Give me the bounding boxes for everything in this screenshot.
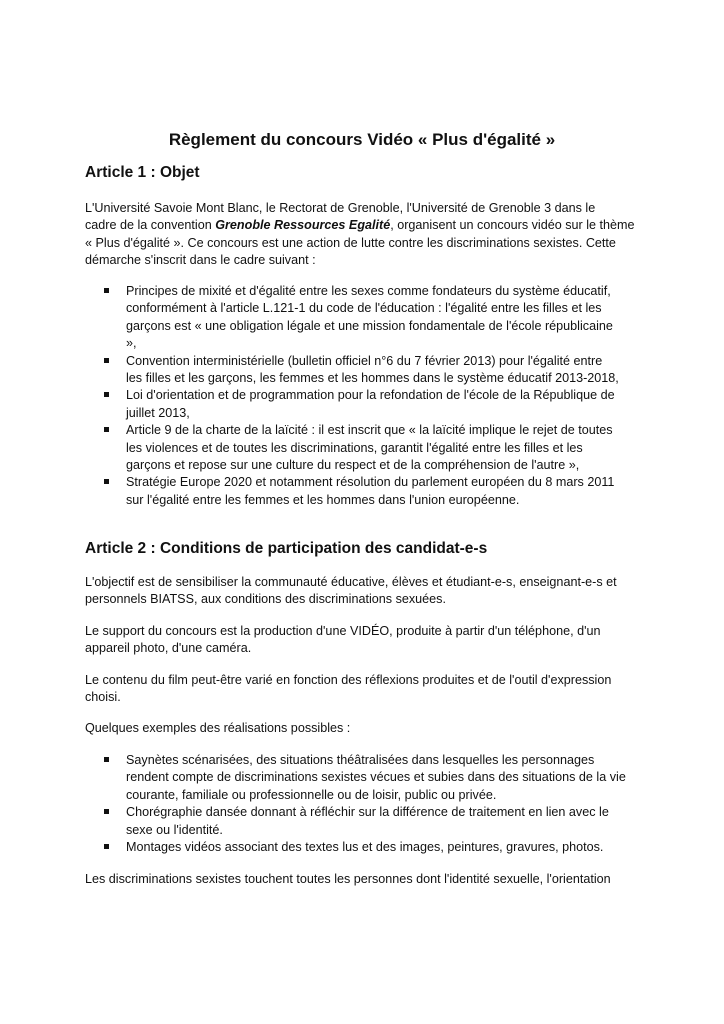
text-line: démarche s'inscrit dans le cadre suivant : — [85, 253, 316, 268]
article-1-heading: Article 1 : Objet — [85, 164, 200, 181]
article-2-paragraph: Le contenu du film peut-être varié en fonction des réflexions produites et de l'outil d'expression choisi. — [85, 673, 612, 705]
list-item: Saynètes scénarisées, des situations théâtralisées dans lesquelles les personnages rendent compte de discriminations sexistes vécues et subies dans des situations de la vie courante, familiale ou professionnelle ou de loisir, public ou privée. — [85, 752, 645, 804]
bullet-square-icon — [104, 288, 109, 293]
article-2-heading: Article 2 : Conditions de participation des candidat-e-s — [85, 540, 488, 557]
article-1-bullet-list — [85, 283, 645, 509]
bullet-square-icon — [104, 479, 109, 484]
article-2-paragraph: L'objectif est de sensibiliser la communauté éducative, élèves et étudiant-e-s, enseignant-e-s et personnels BIATSS, aux conditions des discriminations sexuées. — [85, 575, 617, 607]
document-title: Règlement du concours Vidéo « Plus d'égalité » — [168, 130, 556, 149]
bullet-square-icon — [104, 844, 109, 849]
text-line: L'Université Savoie Mont Blanc, le Rectorat de Grenoble, l'Université de Grenoble 3 dans le — [85, 201, 596, 215]
article-2-bullet-list — [85, 752, 645, 856]
bullet-square-icon — [104, 757, 109, 762]
bullet-square-icon — [104, 358, 109, 363]
list-item: Montages vidéos associant des textes lus et des images, peintures, gravures, photos. — [85, 839, 645, 856]
emphasis-text: Grenoble Ressources Egalité — [215, 218, 391, 233]
list-item: Principes de mixité et d'égalité entre les sexes comme fondateurs du système éducatif, conformément à l'article L.121-1 du code de l'éducation : l'égalité entre les filles et les garçons est « une obligation légale et une mission fondamentale de l'école républicaine », — [85, 283, 645, 353]
list-item: Convention interministérielle (bulletin officiel n°6 du 7 février 2013) pour l'égalité entre les filles et les garçons, les femmes et les hommes dans le système éducatif 2013-2018, — [85, 353, 645, 388]
text-line: cadre de la convention Grenoble Ressources Egalité, organisent un concours vidéo sur le thème — [85, 218, 635, 233]
list-item: Article 9 de la charte de la laïcité : il est inscrit que « la laïcité implique le rejet de toutes les violences et de toutes les discriminations, garantit l'égalité entre les filles et les garçons et repose sur une culture du respect et de la compréhension de l'autre », — [85, 422, 645, 474]
article-2-paragraph: Quelques exemples des réalisations possibles : — [85, 721, 351, 735]
article-2-paragraph: Les discriminations sexistes touchent toutes les personnes dont l'identité sexuelle, l'orientation — [85, 872, 611, 886]
list-item: Stratégie Europe 2020 et notamment résolution du parlement européen du 8 mars 2011 sur l'égalité entre les femmes et les hommes dans l'union européenne. — [85, 474, 645, 509]
bullet-square-icon — [104, 809, 109, 814]
text-line: « Plus d'égalité ». Ce concours est une action de lutte contre les discriminations sexistes. Cette — [85, 235, 616, 250]
bullet-square-icon — [104, 427, 109, 432]
article-1-intro — [85, 200, 645, 270]
bullet-square-icon — [104, 392, 109, 397]
list-item: Chorégraphie dansée donnant à réfléchir sur la différence de traitement en lien avec le sexe ou l'identité. — [85, 804, 645, 839]
list-item: Loi d'orientation et de programmation pour la refondation de l'école de la République de juillet 2013, — [85, 387, 645, 422]
article-2-paragraph: Le support du concours est la production d'une VIDÉO, produite à partir d'un téléphone, d'un appareil photo, d'une caméra. — [85, 624, 601, 656]
